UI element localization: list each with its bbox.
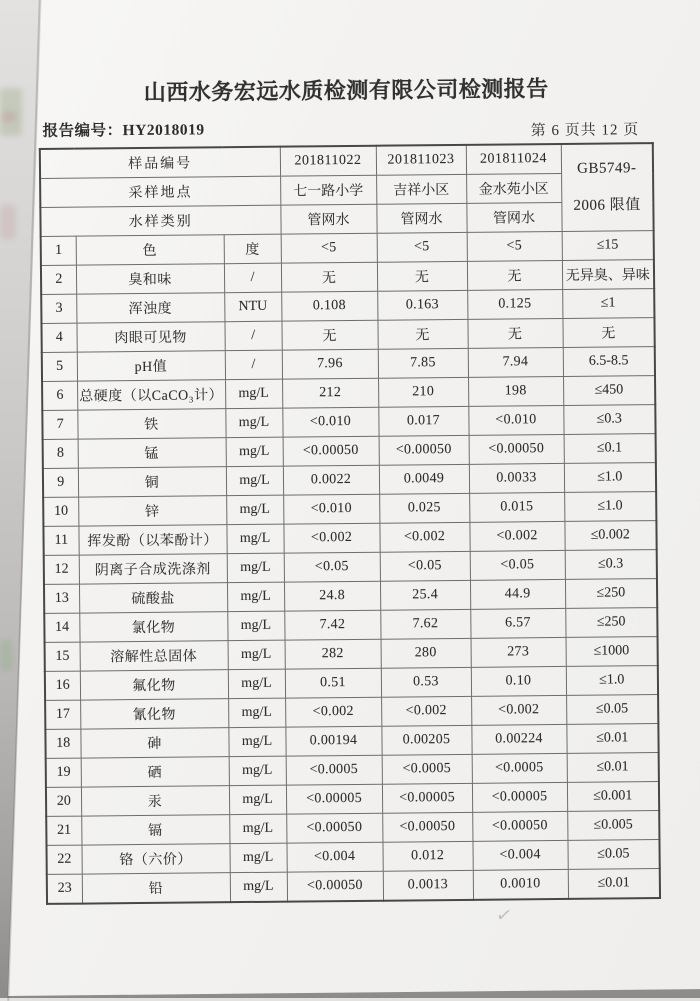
parameter-name: 铜: [78, 467, 226, 497]
page-indicator: 第 6 页共 12 页: [530, 122, 640, 140]
limit-header-line1: GB5749-: [577, 160, 637, 177]
value-sample-1: <0.004: [286, 842, 382, 872]
value-sample-3: <0.00005: [472, 782, 567, 812]
parameter-name: pH值: [77, 351, 225, 381]
limit-value: ≤0.001: [567, 782, 659, 812]
unit-cell: mg/L: [229, 756, 286, 786]
limit-value: ≤0.002: [564, 521, 656, 551]
limit-value: ≤250: [565, 608, 657, 638]
value-sample-2: 210: [378, 377, 468, 407]
limit-value: ≤250: [565, 579, 657, 609]
parameter-name: 氟化物: [80, 670, 228, 700]
results-table: [39, 142, 661, 905]
row-number: 23: [47, 874, 82, 904]
limit-value: 6.5-8.5: [563, 347, 655, 377]
location-1: 七一路小学: [280, 175, 376, 205]
value-sample-1: 7.42: [284, 610, 380, 640]
value-sample-2: 0.012: [382, 841, 472, 871]
value-sample-3: <0.05: [470, 550, 565, 580]
parameter-name: 铅: [82, 873, 230, 904]
limit-value: ≤0.3: [565, 550, 657, 580]
value-sample-2: <0.00050: [382, 812, 472, 842]
parameter-name: 臭和味: [76, 264, 224, 294]
check-mark-artifact: ✓: [494, 903, 514, 928]
unit-cell: mg/L: [227, 553, 284, 583]
row-number: 6: [42, 381, 77, 410]
type-2: 管网水: [376, 203, 466, 233]
unit-cell: mg/L: [225, 379, 282, 409]
value-sample-3: <0.010: [468, 405, 563, 435]
row-number: 4: [41, 323, 76, 352]
value-sample-1: <0.002: [283, 523, 379, 553]
limit-value: ≤450: [563, 376, 655, 406]
row-number: 20: [46, 787, 81, 816]
limit-value: ≤0.01: [567, 753, 659, 783]
type-label: 水样类别: [40, 205, 280, 236]
row-number: 16: [45, 671, 80, 700]
limit-value: 无异臭、异味: [562, 260, 654, 290]
unit-cell: mg/L: [229, 785, 286, 815]
parameter-name: 镉: [81, 815, 229, 845]
value-sample-3: <0.002: [471, 695, 566, 725]
value-sample-2: 0.0013: [383, 870, 473, 900]
value-sample-2: 25.4: [380, 580, 470, 610]
value-sample-1: 0.0022: [283, 465, 379, 495]
limit-value: 无: [562, 318, 654, 348]
value-sample-2: 7.62: [380, 609, 470, 639]
row-number: 17: [45, 700, 80, 729]
row-number: 15: [45, 642, 80, 671]
value-sample-3: 无: [467, 260, 562, 290]
value-sample-2: 0.0049: [379, 464, 469, 494]
row-number: 18: [45, 729, 80, 758]
value-sample-1: <0.002: [285, 697, 381, 727]
parameter-name: 硫酸盐: [79, 583, 227, 613]
value-sample-3: 273: [471, 637, 566, 667]
parameter-name: 氰化物: [80, 699, 228, 729]
value-sample-2: 0.025: [379, 493, 469, 523]
location-label: 采样地点: [40, 176, 280, 207]
row-number: 22: [46, 845, 81, 874]
unit-cell: mg/L: [228, 669, 285, 699]
unit-cell: mg/L: [226, 524, 283, 554]
limit-value: ≤0.01: [566, 724, 658, 754]
value-sample-2: 280: [381, 638, 471, 668]
value-sample-1: 7.96: [282, 349, 378, 379]
parameter-name: 挥发酚（以苯酚计）: [78, 525, 226, 555]
value-sample-2: <0.0005: [382, 754, 472, 784]
limit-value: ≤0.01: [568, 869, 660, 899]
value-sample-1: 212: [282, 378, 378, 408]
value-sample-3: <5: [467, 231, 562, 261]
location-3: 金水苑小区: [466, 173, 561, 203]
value-sample-1: <0.00050: [283, 436, 379, 466]
parameter-name: 砷: [80, 728, 228, 758]
limit-value: ≤1.0: [564, 492, 656, 522]
value-sample-1: <0.05: [284, 552, 380, 582]
value-sample-1: 无: [281, 320, 377, 350]
value-sample-3: <0.004: [472, 840, 567, 870]
unit-cell: mg/L: [226, 466, 283, 496]
value-sample-2: <0.05: [380, 551, 470, 581]
value-sample-1: <5: [281, 233, 377, 263]
value-sample-1: 0.108: [281, 291, 377, 321]
row-number: 13: [44, 584, 79, 613]
value-sample-3: 0.015: [469, 492, 564, 522]
row-number: 9: [43, 468, 78, 497]
parameter-name: 浑浊度: [76, 293, 224, 323]
row-number: 12: [44, 555, 79, 584]
report-number: 报告编号：HY2018019: [42, 121, 205, 140]
row-number: 19: [46, 758, 81, 787]
limit-value: ≤1000: [566, 637, 658, 667]
value-sample-2: <0.002: [379, 522, 469, 552]
value-sample-2: 0.163: [377, 290, 467, 320]
unit-cell: /: [224, 263, 281, 293]
parameter-name: 肉眼可见物: [76, 322, 224, 352]
location-2: 吉祥小区: [376, 174, 466, 204]
sample-id-2: 201811023: [376, 145, 466, 175]
value-sample-3: 0.0010: [473, 869, 568, 899]
value-sample-3: <0.00050: [469, 434, 564, 464]
value-sample-2: <0.002: [381, 696, 471, 726]
parameter-name: 铬（六价）: [81, 844, 229, 874]
value-sample-3: <0.00050: [472, 811, 567, 841]
value-sample-1: <0.00050: [286, 813, 382, 843]
limit-header: [561, 144, 652, 231]
value-sample-2: <5: [377, 232, 467, 262]
unit-cell: /: [225, 350, 282, 380]
value-sample-3: 无: [467, 318, 562, 348]
value-sample-3: <0.002: [469, 521, 564, 551]
unit-cell: /: [224, 321, 281, 351]
row-number: 1: [41, 236, 76, 265]
parameter-name: 硒: [81, 757, 229, 787]
unit-cell: 度: [224, 234, 281, 264]
unit-cell: mg/L: [228, 727, 285, 757]
limit-value: ≤1.0: [564, 463, 656, 493]
unit-cell: mg/L: [230, 872, 287, 902]
row-number: 11: [43, 526, 78, 555]
header-row-sample-id: [40, 143, 653, 178]
unit-cell: mg/L: [229, 843, 286, 873]
row-number: 2: [41, 265, 76, 294]
value-sample-1: 0.51: [285, 668, 381, 698]
limit-value: ≤15: [562, 231, 654, 261]
sample-id-3: 201811024: [466, 144, 561, 174]
value-sample-1: 无: [281, 262, 377, 292]
unit-cell: NTU: [224, 292, 281, 322]
value-sample-1: <0.010: [282, 407, 378, 437]
parameter-name: 汞: [81, 786, 229, 816]
value-sample-1: 24.8: [284, 581, 380, 611]
value-sample-1: 282: [285, 639, 381, 669]
limit-value: ≤0.1: [564, 434, 656, 464]
value-sample-3: 7.94: [468, 347, 563, 377]
value-sample-1: <0.010: [283, 494, 379, 524]
value-sample-2: 0.53: [381, 667, 471, 697]
limit-header-cell: [561, 143, 654, 231]
value-sample-2: <0.00050: [379, 435, 469, 465]
row-number: 5: [42, 352, 77, 381]
limit-value: ≤1.0: [566, 666, 658, 696]
parameter-name: 锌: [78, 496, 226, 526]
value-sample-3: 0.0033: [469, 463, 564, 493]
value-sample-3: <0.0005: [472, 753, 567, 783]
limit-value: ≤1: [562, 289, 654, 319]
unit-cell: mg/L: [226, 495, 283, 525]
value-sample-3: 44.9: [470, 579, 565, 609]
parameter-name: 阴离子合成洗涤剂: [79, 554, 227, 584]
parameter-name: 色: [76, 235, 224, 265]
report-title: 山西水务宏远水质检测有限公司检测报告: [143, 76, 549, 105]
sample-id-label: 样品编号: [40, 147, 280, 179]
sample-id-1: 201811022: [280, 146, 376, 176]
type-1: 管网水: [280, 204, 376, 234]
table-row: [47, 869, 660, 904]
value-sample-3: 0.00224: [471, 724, 566, 754]
row-number: 14: [44, 613, 79, 642]
value-sample-2: 无: [377, 319, 467, 349]
value-sample-3: 0.125: [467, 289, 562, 319]
unit-cell: mg/L: [227, 582, 284, 612]
parameter-name: 总硬度（以CaCO₃计）: [77, 380, 225, 410]
unit-cell: mg/L: [228, 698, 285, 728]
value-sample-3: 198: [468, 376, 563, 406]
value-sample-2: 0.017: [378, 406, 468, 436]
unit-cell: mg/L: [229, 814, 286, 844]
type-3: 管网水: [466, 202, 561, 232]
limit-header-line2: 2006 限值: [573, 197, 641, 214]
parameter-name: 氯化物: [79, 612, 227, 642]
value-sample-1: <0.00050: [287, 871, 383, 901]
row-number: 10: [43, 497, 78, 526]
value-sample-3: 6.57: [470, 608, 565, 638]
limit-value: ≤0.005: [567, 811, 659, 841]
value-sample-2: 0.00205: [381, 725, 471, 755]
unit-cell: mg/L: [226, 437, 283, 467]
parameter-name: 锰: [78, 438, 226, 468]
row-number: 8: [43, 439, 78, 468]
unit-cell: mg/L: [228, 640, 285, 670]
row-number: 3: [41, 294, 76, 323]
value-sample-2: 无: [377, 261, 467, 291]
row-number: 7: [42, 410, 77, 439]
value-sample-1: <0.0005: [286, 755, 382, 785]
value-sample-3: 0.10: [471, 666, 566, 696]
results-body: [41, 231, 660, 904]
value-sample-1: <0.00005: [286, 784, 382, 814]
parameter-name: 铁: [77, 409, 225, 439]
limit-value: ≤0.05: [567, 840, 659, 870]
limit-value: ≤0.05: [566, 695, 658, 725]
value-sample-1: 0.00194: [285, 726, 381, 756]
limit-value: ≤0.3: [563, 405, 655, 435]
unit-cell: mg/L: [225, 408, 282, 438]
value-sample-2: 7.85: [378, 348, 468, 378]
value-sample-2: <0.00005: [382, 783, 472, 813]
row-number: 21: [46, 816, 81, 845]
unit-cell: mg/L: [227, 611, 284, 641]
parameter-name: 溶解性总固体: [80, 641, 228, 671]
